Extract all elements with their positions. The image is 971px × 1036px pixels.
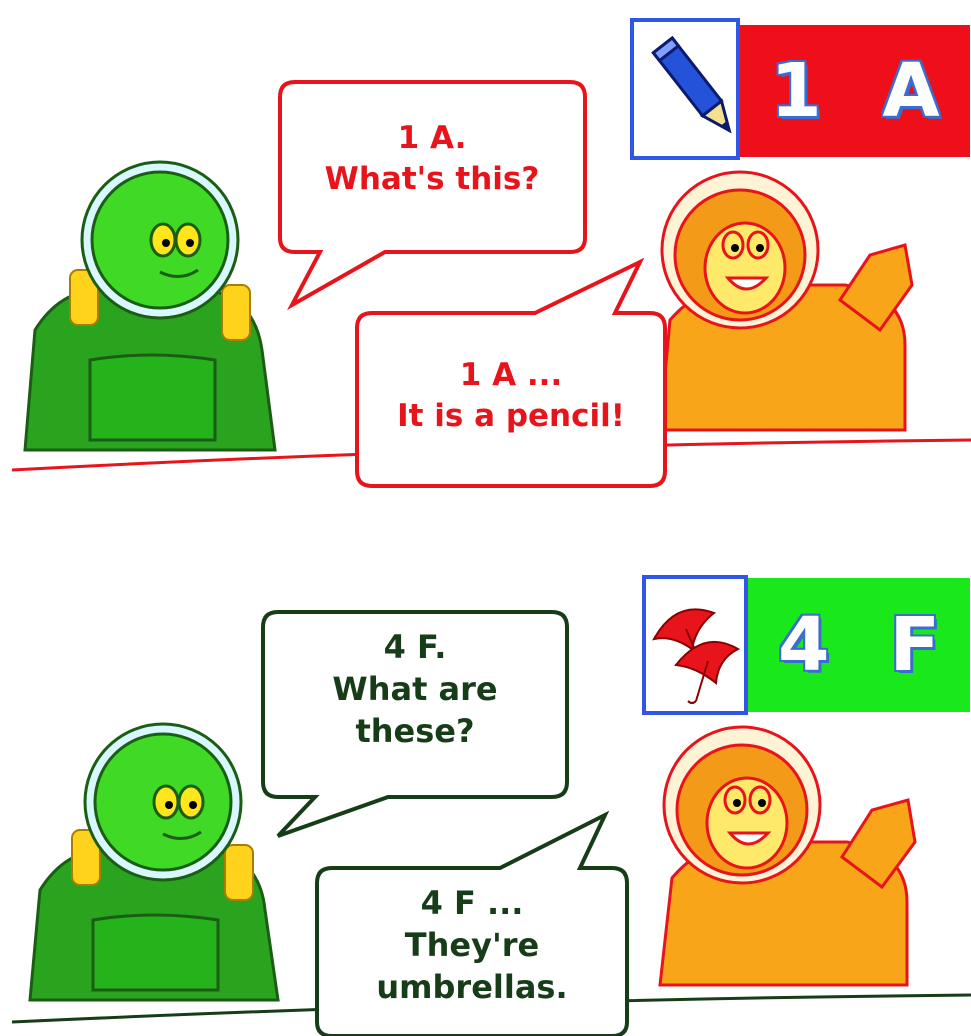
label-number: 1 (770, 48, 822, 134)
scene-1 (0, 0, 971, 500)
answer-bubble (320, 882, 624, 1009)
answer-bubble (360, 355, 662, 437)
label-letter: F (889, 602, 941, 688)
question-line-1: 4 F. (383, 628, 447, 666)
answer-line-3: umbrellas. (376, 968, 568, 1007)
answer-line-2: They're (404, 926, 540, 965)
orange-astronaut-character (660, 172, 912, 430)
label-tile-4f (748, 578, 970, 712)
pencil-icon-tile (630, 18, 740, 160)
question-line-3: these? (355, 712, 475, 751)
question-line-2: What are (332, 670, 498, 709)
pencil-icon (634, 22, 736, 156)
answer-line-1: 1 A ... (459, 357, 563, 393)
umbrellas-icon (646, 579, 744, 711)
answer-line-2: It is a pencil! (397, 397, 625, 434)
green-alien-character (25, 162, 275, 450)
answer-line-1: 4 F ... (420, 884, 524, 922)
question-line-1: 1 A. (397, 120, 467, 156)
orange-astronaut-character (660, 727, 915, 985)
question-bubble (266, 626, 564, 753)
label-tile-1a (740, 25, 970, 157)
green-alien-character (30, 724, 278, 1000)
scene-2 (0, 560, 971, 1036)
label-number: 4 (777, 602, 830, 688)
label-letter: A (882, 48, 940, 134)
question-line-2: What's this? (324, 160, 540, 197)
question-bubble (282, 118, 582, 200)
umbrellas-icon-tile (642, 575, 748, 715)
